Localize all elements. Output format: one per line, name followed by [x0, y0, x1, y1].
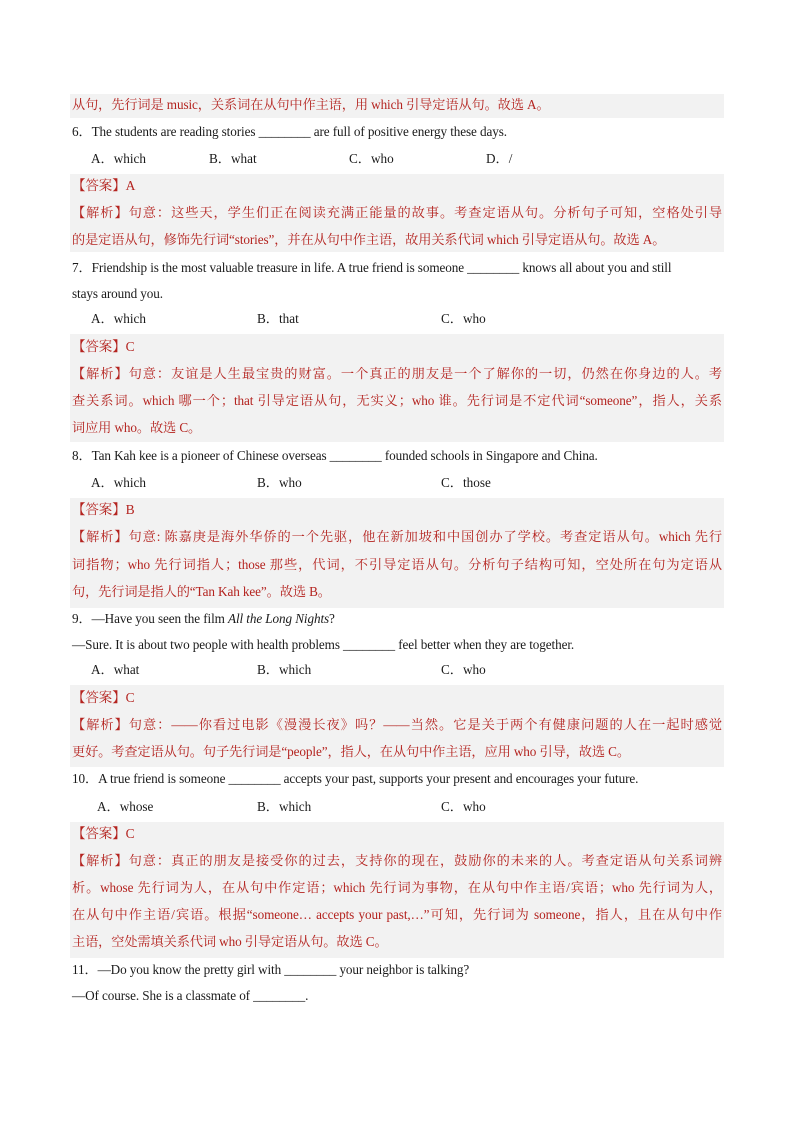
option-c: C．who — [441, 799, 486, 814]
option-b: B．what — [209, 151, 257, 166]
option-a: A．which — [91, 311, 146, 326]
answer-label: 【答案】C — [72, 826, 135, 841]
explanation-line: 的是定语从句，修饰先行词“stories”，并在从句中作主语，故用关系代词 which 引导定语从句。故选 A。 — [72, 232, 666, 247]
option-c: C．who — [441, 662, 486, 677]
option-d: D．/ — [486, 151, 513, 166]
question-6-stem: 6．The students are reading stories ________ are full of positive energy these days. — [72, 124, 507, 139]
question-9-stem: 9．—Have you seen the film All the Long Nights? — [72, 611, 335, 626]
option-c: C．who — [349, 151, 394, 166]
explanation-line: 【解析】句意：这些天，学生们正在阅读充满正能量的故事。考查定语从句。分析句子可知，空格处引导 — [72, 205, 722, 220]
explanation-line: 【解析】句意：——你看过电影《漫漫长夜》吗？——当然。它是关于两个有健康问题的人在一起时感觉 — [72, 717, 722, 732]
explanation-line: 在从句中作主语/宾语。根据“someone… accepts your past,…”可知，先行词为 someone，指人，且在从句中作 — [72, 907, 722, 922]
option-c: C．those — [441, 475, 491, 490]
explanation-line: 从句，先行词是 music，关系词在从句中作主语，用 which 引导定语从句。故选 A。 — [72, 97, 550, 112]
option-b: B．who — [257, 475, 302, 490]
question-10-stem: 10．A true friend is someone ________ accepts your past, supports your present and encourages your future. — [72, 771, 639, 786]
question-11-stem-cont: —Of course. She is a classmate of ________. — [72, 988, 309, 1003]
option-b: B．which — [257, 799, 312, 814]
explanation-line: 词指物；who 先行词指人；those 那些，代词，不引导定语从句。分析句子结构可知，空处所在句为定语从 — [72, 557, 722, 572]
answer-label: 【答案】C — [72, 339, 135, 354]
answer-label: 【答案】B — [72, 502, 135, 517]
explanation-line: 主语，空处需填关系代词 who 引导定语从句。故选 C。 — [72, 934, 388, 949]
explanation-line: 句，先行词是指人的“Tan Kah kee”。故选 B。 — [72, 584, 331, 599]
explanation-line: 【解析】句意：真正的朋友是接受你的过去，支持你的现在，鼓励你的未来的人。考查定语从句关系词辨 — [72, 853, 722, 868]
film-title: All the Long Nights — [228, 611, 330, 626]
explanation-line: 查关系词。which 哪一个；that 引导定语从句，无实义；who 谁。先行词是不定代词“someone”，指人，关系 — [72, 393, 722, 408]
option-c: C．who — [441, 311, 486, 326]
explanation-line: 【解析】句意: 陈嘉庚是海外华侨的一个先驱，他在新加坡和中国创办了学校。考查定语从句。which 先行 — [72, 529, 722, 544]
option-b: B．that — [257, 311, 299, 326]
option-a: A．which — [91, 475, 146, 490]
answer-label: 【答案】A — [72, 178, 136, 193]
question-9-stem-cont: —Sure. It is about two people with health problems ________ feel better when they are together. — [72, 637, 575, 652]
explanation-line: 析。whose 先行词为人，在从句中作定语；which 先行词为事物，在从句中作主语/宾语；who 先行词为人， — [72, 880, 722, 895]
question-8-stem: 8．Tan Kah kee is a pioneer of Chinese overseas ________ founded schools in Singapore and China. — [72, 448, 598, 463]
question-7-stem: 7．Friendship is the most valuable treasure in life. A true friend is someone ________ knows all about you and still — [72, 260, 672, 275]
answer-label: 【答案】C — [72, 690, 135, 705]
explanation-line: 【解析】句意：友谊是人生最宝贵的财富。一个真正的朋友是一个了解你的一切，仍然在你身边的人。考 — [72, 366, 722, 381]
question-11-stem: 11．—Do you know the pretty girl with ________ your neighbor is talking? — [72, 962, 470, 977]
option-a: A．whose — [97, 799, 154, 814]
option-b: B．which — [257, 662, 312, 677]
option-a: A．which — [91, 151, 146, 166]
explanation-line: 词应用 who。故选 C。 — [72, 420, 202, 435]
question-7-stem-cont: stays around you. — [72, 286, 163, 301]
explanation-line: 更好。考查定语从句。句子先行词是“people”，指人，在从句中作主语，应用 who 引导，故选 C。 — [72, 744, 630, 759]
option-a: A．what — [91, 662, 140, 677]
